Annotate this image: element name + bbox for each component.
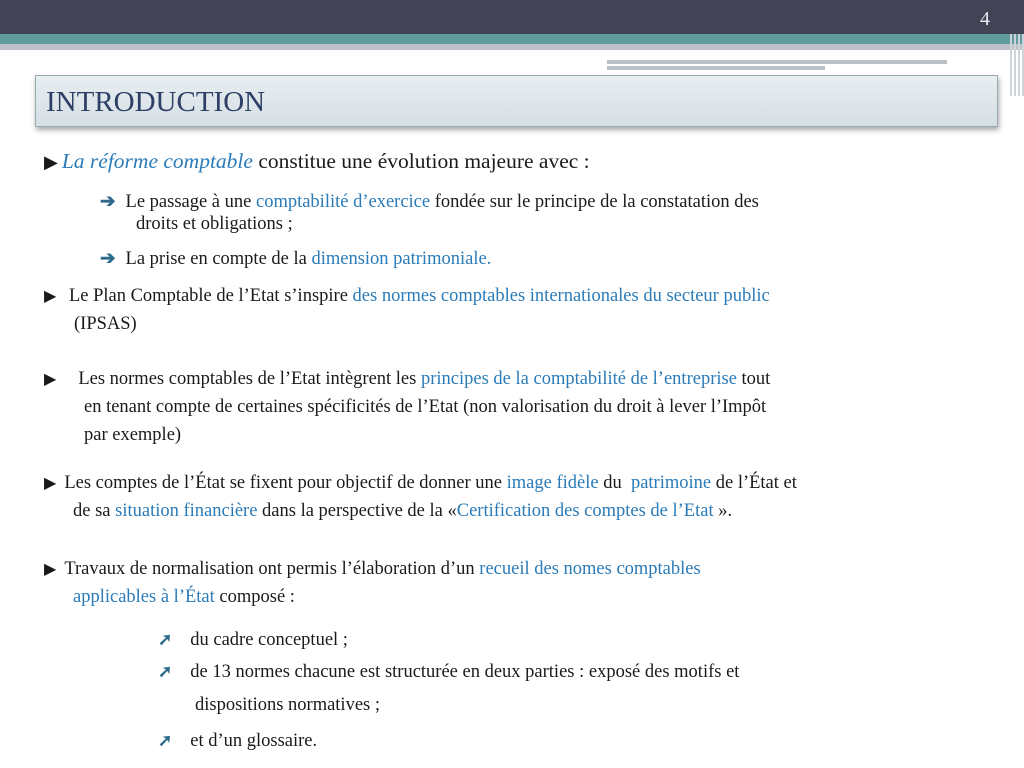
list-item [158,626,348,654]
text: La prise en compte de la [125,249,312,269]
text: composé : [214,587,295,607]
list-item-text: et d’un glossaire. [190,731,318,751]
image-fidele-highlight: image fidèle [506,473,599,493]
list-item-text-cont: dispositions normatives ; [195,695,380,715]
arrow-icon: ➔ [100,249,116,269]
decor-vertical-stripes [1008,34,1024,96]
recueil-highlight-cont: applicables à l’État [73,587,215,607]
text: fondée sur le principe de la constatation des [430,192,759,212]
teal-stripe [0,34,1024,44]
bullet-paragraph-accounts-cont [73,498,732,525]
bullet-paragraph-norms-cont2: par exemple) [84,425,182,445]
gray-stripe [0,44,1024,50]
triangle-bullet-icon: ▶ [44,561,57,578]
sub-bullet-patrimonial [100,246,491,273]
list-item-text: du cadre conceptuel ; [190,630,348,650]
text: Les comptes de l’État se fixent pour objectif de donner une [64,473,507,493]
ipsas-highlight: des normes comptables internationales du secteur public [352,286,770,306]
reform-text: constitue une évolution majeure avec : [252,149,590,173]
arrow-up-right-icon: ➚ [158,731,173,750]
triangle-bullet-icon: ▶ [44,371,57,388]
text: tout [736,369,771,389]
situation-highlight: situation financière [115,501,258,521]
text: de l’État et [711,473,797,493]
bullet-paragraph-normalisation-cont [73,584,295,611]
accrual-highlight: comptabilité d’exercice [255,192,431,212]
arrow-icon: ➔ [100,192,116,212]
bullet-paragraph-norms-cont: en tenant compte de certaines spécificités de l’Etat (non valorisation du droit à lever l’Impôt [84,397,767,417]
bullet-paragraph-reform [44,146,590,177]
list-item-text: de 13 normes chacune est structurée en deux parties : exposé des motifs et [190,662,740,682]
top-bar [0,0,1024,34]
certification-highlight: Certification des comptes de l’Etat [456,501,714,521]
bullet-paragraph-accounts [44,470,797,497]
text: dans la perspective de la « [257,501,457,521]
slide-number: 4 [980,8,990,30]
slide-title: INTRODUCTION [46,86,266,118]
bullet-paragraph-plan [44,283,770,310]
text: Le passage à une [125,192,256,212]
list-item [158,658,739,686]
patrimonial-highlight: dimension patrimoniale. [311,249,492,269]
text: du [598,473,631,493]
recueil-highlight: recueil des nomes comptables [479,559,701,579]
patrimoine-highlight: patrimoine [630,473,712,493]
text: ». [713,501,733,521]
decor-line [607,60,947,64]
reform-highlight: La réforme comptable [61,149,253,173]
triangle-bullet-icon: ▶ [44,475,57,492]
bullet-paragraph-norms [44,366,770,393]
text: Travaux de normalisation ont permis l’élaboration d’un [64,559,480,579]
decor-line [607,66,825,70]
bullet-paragraph-normalisation [44,556,701,583]
text: de sa [73,501,116,521]
list-item [158,727,317,755]
text: Le Plan Comptable de l’Etat s’inspire [64,286,353,306]
text: Les normes comptables de l’Etat intègrent les [78,369,421,389]
arrow-up-right-icon: ➚ [158,662,173,681]
arrow-up-right-icon: ➚ [158,630,173,649]
title-box [35,75,998,127]
triangle-bullet-icon: ▶ [44,288,57,305]
sub-bullet-accrual-cont: droits et obligations ; [136,214,293,234]
bullet-paragraph-plan-cont: (IPSAS) [74,314,137,334]
triangle-bullet-icon: ▶ [44,152,58,172]
enterprise-highlight: principes de la comptabilité de l’entreprise [420,369,737,389]
